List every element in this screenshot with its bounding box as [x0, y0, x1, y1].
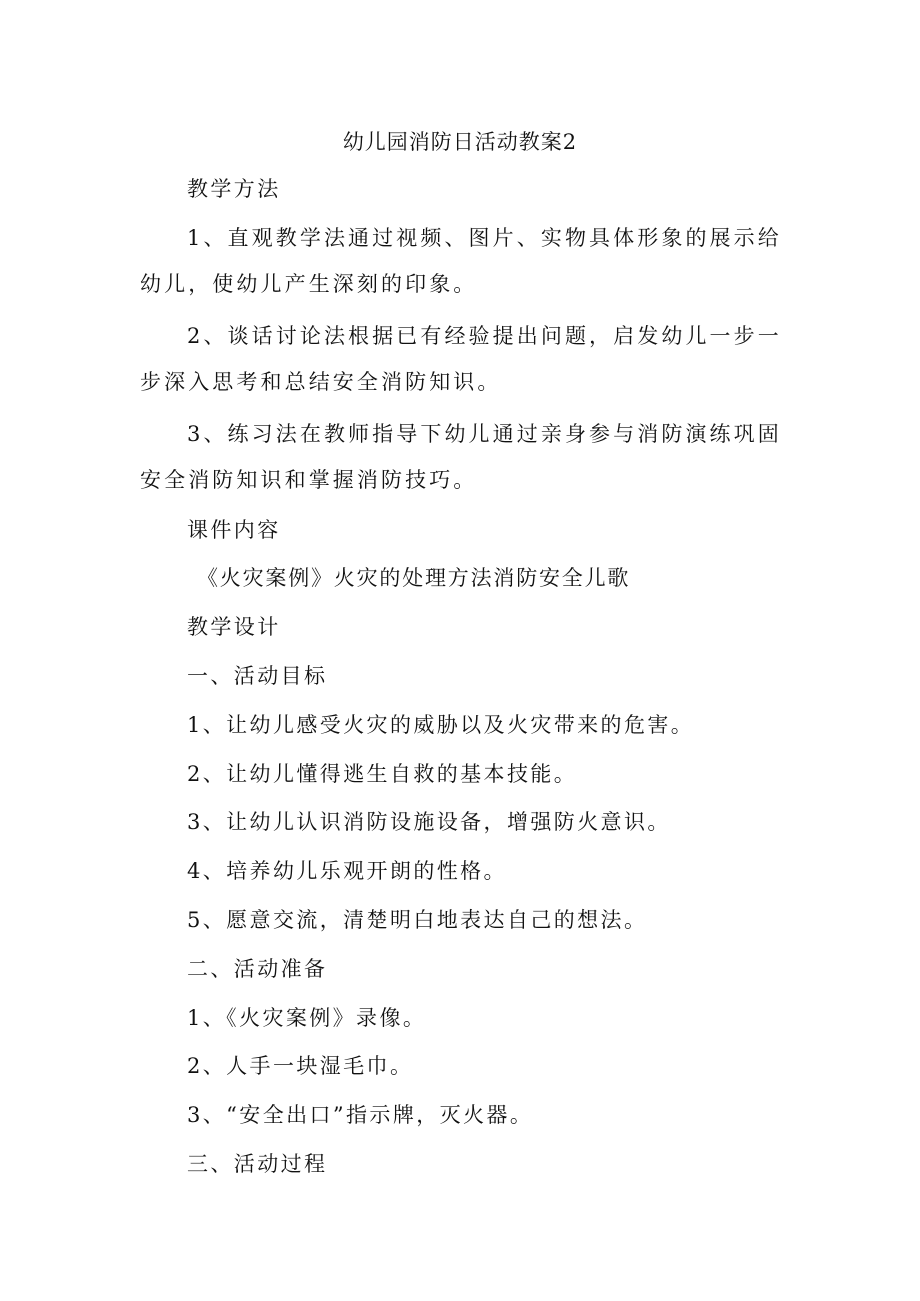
section-heading-teaching-methods: 教学方法	[187, 177, 281, 201]
paragraph-courseware-content: 《火灾案例》火灾的处理方法消防安全儿歌	[197, 566, 631, 590]
list-item-goal-1: 1、让幼儿感受火灾的威胁以及火灾带来的危害。	[187, 713, 695, 737]
document-title: 幼儿园消防日活动教案2	[342, 130, 578, 154]
section-heading-activity-goals: 一、活动目标	[187, 664, 328, 688]
list-item-prep-1: 1、《火灾案例》录像。	[187, 1006, 427, 1030]
section-heading-activity-preparation: 二、活动准备	[187, 957, 328, 981]
list-item-goal-3: 3、让幼儿认识消防设施设备，增强防火意识。	[187, 810, 671, 834]
paragraph-method-3: 3、练习法在教师指导下幼儿通过亲身参与消防演练巩固安全消防知识和掌握消防技巧。	[140, 422, 782, 492]
section-heading-teaching-design: 教学设计	[187, 615, 281, 639]
section-heading-activity-process: 三、活动过程	[187, 1152, 328, 1176]
section-heading-courseware: 课件内容	[187, 518, 281, 542]
paragraph-method-2: 2、谈话讨论法根据已有经验提出问题，启发幼儿一步一步深入思考和总结安全消防知识。	[140, 324, 782, 394]
list-item-goal-4: 4、培养幼儿乐观开朗的性格。	[187, 859, 507, 883]
list-item-prep-2: 2、人手一块湿毛巾。	[187, 1054, 414, 1078]
list-item-prep-3: 3、“安全出口”指示牌，灭火器。	[187, 1103, 534, 1127]
paragraph-method-1: 1、直观教学法通过视频、图片、实物具体形象的展示给幼儿，使幼儿产生深刻的印象。	[140, 226, 782, 296]
list-item-goal-5: 5、愿意交流，清楚明白地表达自己的想法。	[187, 908, 648, 932]
list-item-goal-2: 2、让幼儿懂得逃生自救的基本技能。	[187, 762, 578, 786]
